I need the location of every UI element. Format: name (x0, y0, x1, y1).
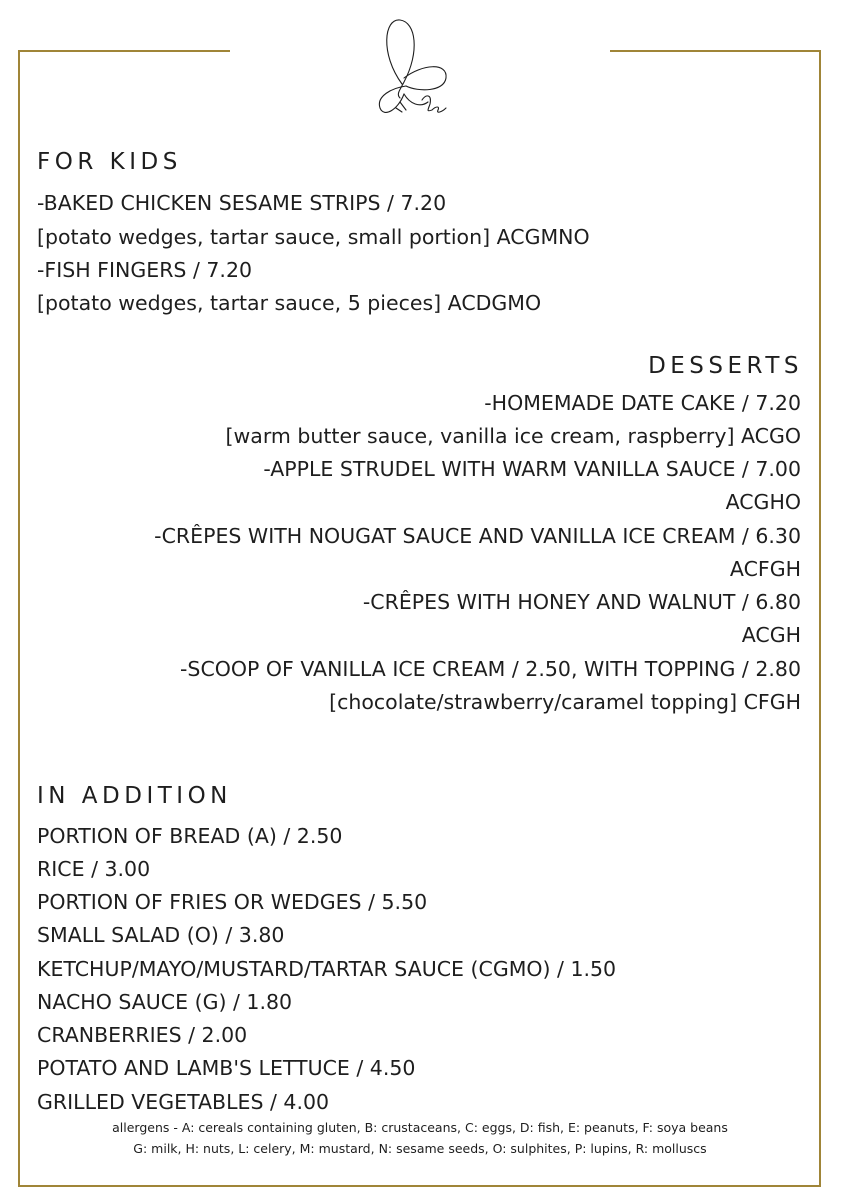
dessert-item-apple-strudel-allergens: ACGHO (725, 490, 801, 514)
kids-item-fish-fingers: -FISH FINGERS / 7.20 (37, 258, 253, 282)
kids-item-fish-fingers-details: [potato wedges, tartar sauce, 5 pieces] ACDGMO (37, 291, 542, 315)
dessert-item-apple-strudel: -APPLE STRUDEL WITH WARM VANILLA SAUCE / 7.00 (263, 457, 801, 481)
addition-item-sauces: KETCHUP/MAYO/MUSTARD/TARTAR SAUCE (CGMO) / 1.50 (37, 957, 617, 981)
allergen-legend-line-2: G: milk, H: nuts, L: celery, M: mustard, N: sesame seeds, O: sulphites, P: lupins, R: molluscs (133, 1141, 707, 1156)
section-title-desserts: DESSERTS (648, 353, 803, 379)
section-title-for-kids: FOR KIDS (37, 149, 182, 175)
frame-top-right-border (610, 50, 821, 52)
logo-signature (370, 14, 460, 124)
frame-top-left-border (18, 50, 230, 52)
addition-item-potato-lettuce: POTATO AND LAMB'S LETTUCE / 4.50 (37, 1056, 416, 1080)
addition-item-fries: PORTION OF FRIES OR WEDGES / 5.50 (37, 890, 428, 914)
frame-bottom-border (18, 1185, 821, 1187)
allergen-legend-line-1: allergens - A: cereals containing gluten, B: crustaceans, C: eggs, D: fish, E: peanuts, F: soya beans (112, 1120, 728, 1135)
dessert-item-crepes-honey: -CRÊPES WITH HONEY AND WALNUT / 6.80 (362, 590, 801, 614)
kids-item-chicken-strips-details: [potato wedges, tartar sauce, small portion] ACGMNO (37, 225, 590, 249)
addition-item-salad: SMALL SALAD (O) / 3.80 (37, 923, 285, 947)
dessert-item-crepes-nougat: -CRÊPES WITH NOUGAT SAUCE AND VANILLA ICE CREAM / 6.30 (154, 524, 801, 548)
addition-item-bread: PORTION OF BREAD (A) / 2.50 (37, 824, 343, 848)
addition-item-cranberries: CRANBERRIES / 2.00 (37, 1023, 248, 1047)
section-title-in-addition: IN ADDITION (37, 783, 232, 809)
addition-item-nacho-sauce: NACHO SAUCE (G) / 1.80 (37, 990, 293, 1014)
dessert-item-ice-cream-topping: [chocolate/strawberry/caramel topping] CFGH (329, 690, 801, 714)
addition-item-grilled-vegetables: GRILLED VEGETABLES / 4.00 (37, 1090, 330, 1114)
dessert-item-date-cake: -HOMEMADE DATE CAKE / 7.20 (484, 391, 801, 415)
frame-right-border (819, 50, 821, 1187)
dessert-item-ice-cream: -SCOOP OF VANILLA ICE CREAM / 2.50, WITH TOPPING / 2.80 (180, 657, 801, 681)
dessert-item-crepes-honey-allergens: ACGH (741, 623, 801, 647)
addition-item-rice: RICE / 3.00 (37, 857, 151, 881)
dessert-item-date-cake-details: [warm butter sauce, vanilla ice cream, raspberry] ACGO (225, 424, 801, 448)
dessert-item-crepes-nougat-allergens: ACFGH (729, 557, 801, 581)
frame-left-border (18, 50, 20, 1187)
kids-item-chicken-strips: -BAKED CHICKEN SESAME STRIPS / 7.20 (37, 191, 447, 215)
